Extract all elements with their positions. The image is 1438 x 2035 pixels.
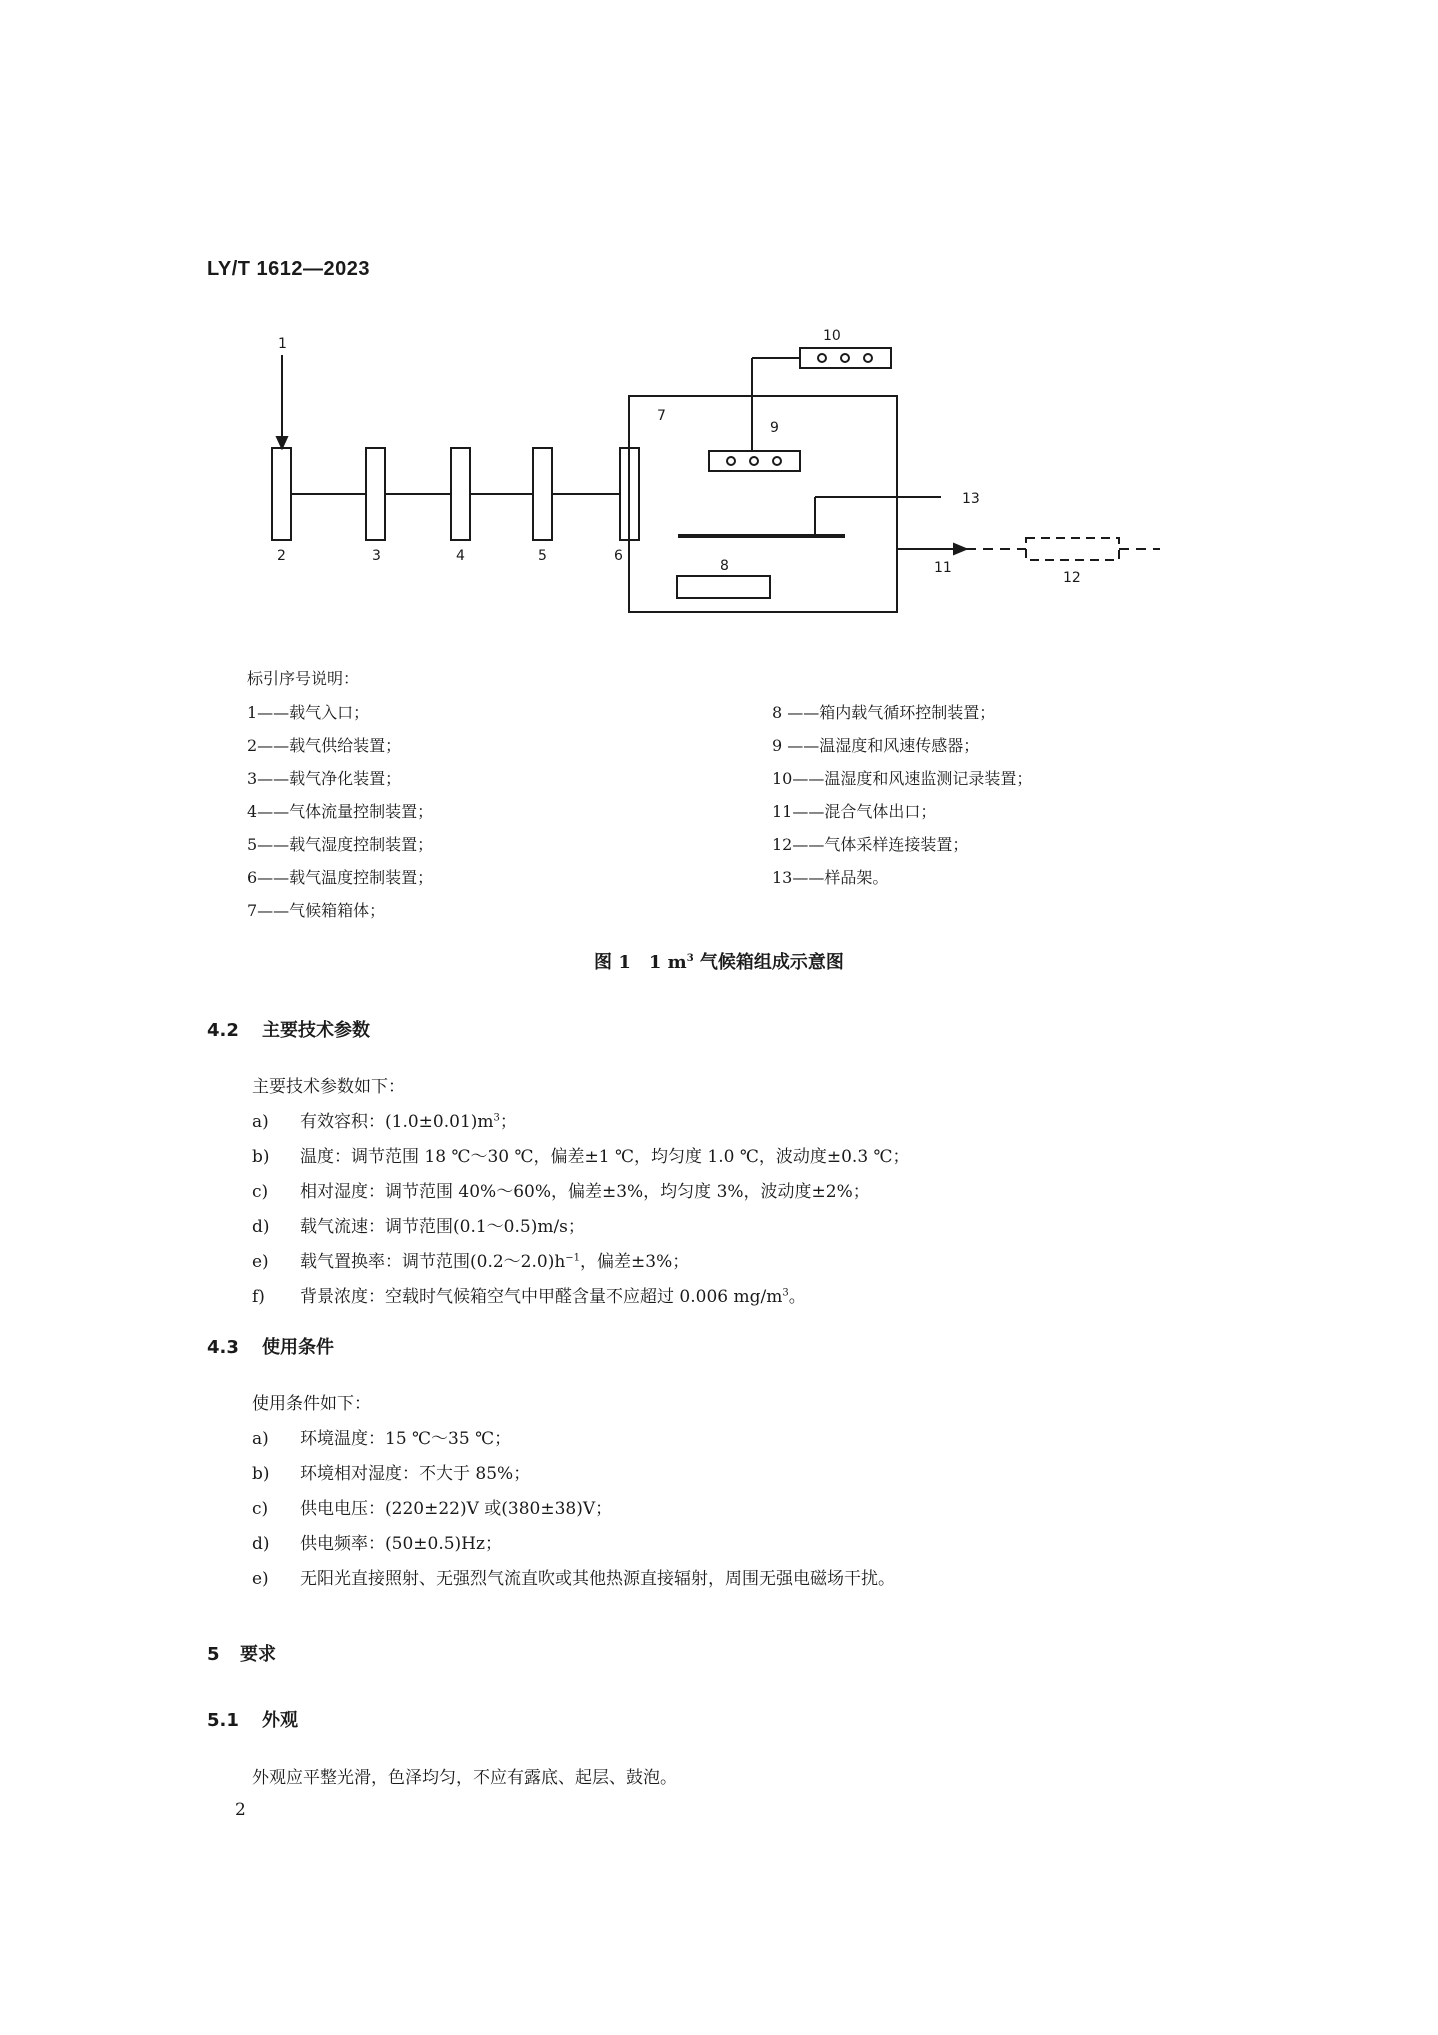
legend-item-13: 13——样品架。 xyxy=(772,868,889,887)
section-heading-4-3: 4.3 使用条件 xyxy=(207,1337,334,1358)
list-item: b) 环境相对湿度：不大于 85%； xyxy=(252,1464,531,1484)
callout-13: 13 xyxy=(962,491,980,507)
component-5 xyxy=(533,448,552,540)
legend-title: 标引序号说明： xyxy=(247,669,360,688)
standard-code: LY/T 1612—2023 xyxy=(207,258,371,280)
section-4-2-intro: 主要技术参数如下： xyxy=(252,1077,405,1097)
list-item: a) 有效容积：$(1.0\pm 0.01)m^3$； xyxy=(252,1112,517,1132)
list-item: b) 温度：调节范围 18 ℃～30 ℃，偏差±1 ℃，均匀度 1.0 ℃，波动度±0.3 ℃； xyxy=(252,1147,910,1167)
list-item: d) 供电频率：(50±0.5)Hz； xyxy=(252,1534,502,1554)
legend-item-3: 3——载气净化装置； xyxy=(247,769,402,788)
figure-caption: 图 1 1 $m^3$ 气候箱组成示意图 xyxy=(594,952,844,973)
chamber-body xyxy=(629,396,897,612)
list-item: c) 相对湿度：调节范围 40%～60%，偏差±3%，均匀度 3%，波动度±2%； xyxy=(252,1182,870,1202)
callout-3: 3 xyxy=(372,548,381,564)
section-heading-5: 5 要求 xyxy=(207,1644,276,1665)
callout-5: 5 xyxy=(538,548,547,564)
section-4-3-intro: 使用条件如下： xyxy=(252,1394,371,1414)
legend-item-2: 2——载气供给装置； xyxy=(247,736,402,755)
callout-7: 7 xyxy=(657,408,666,424)
legend-item-1: 1——载气入口； xyxy=(247,703,370,722)
legend-item-6: 6——载气温度控制装置； xyxy=(247,868,434,887)
legend-item-4: 4——气体流量控制装置； xyxy=(247,802,434,821)
list-item: a) 环境温度：15 ℃～35 ℃； xyxy=(252,1429,512,1449)
legend-item-12: 12——气体采样连接装置； xyxy=(772,835,969,854)
legend-item-8: 8 ——箱内载气循环控制装置； xyxy=(772,703,996,722)
callout-9: 9 xyxy=(770,420,779,436)
legend-item-5: 5——载气湿度控制装置； xyxy=(247,835,434,854)
component-2 xyxy=(272,448,291,540)
monitor-recorder xyxy=(800,348,891,368)
legend-item-7: 7——气候箱箱体； xyxy=(247,901,386,920)
list-item: e) 载气置换率：调节范围$(0.2\sim 2.0)h^{-1}$，偏差±3%； xyxy=(252,1252,690,1272)
callout-10: 10 xyxy=(823,328,841,344)
section-5-1-text: 外观应平整光滑，色泽均匀，不应有露底、起层、鼓泡。 xyxy=(252,1768,677,1788)
page-number: 2 xyxy=(235,1800,246,1820)
inlet-arrowhead xyxy=(277,437,287,448)
callout-6: 6 xyxy=(614,548,623,564)
list-item: e) 无阳光直接照射、无强烈气流直吹或其他热源直接辐射，周围无强电磁场干扰。 xyxy=(252,1569,895,1589)
sensor-unit xyxy=(709,451,800,471)
component-3 xyxy=(366,448,385,540)
legend-item-10: 10——温湿度和风速监测记录装置； xyxy=(772,769,1033,788)
callout-11: 11 xyxy=(934,560,952,576)
sampling-connector xyxy=(1026,538,1119,560)
list-item: c) 供电电压：(220±22)V 或(380±38)V； xyxy=(252,1499,613,1519)
callout-4: 4 xyxy=(456,548,465,564)
legend-item-11: 11——混合气体出口； xyxy=(772,802,937,821)
section-heading-5-1: 5.1 外观 xyxy=(207,1710,298,1731)
circulation-control xyxy=(677,576,770,598)
list-item: f) 背景浓度：空载时气候箱空气中甲醛含量不应超过 0.006 $mg/m^3$。 xyxy=(252,1287,806,1307)
component-4 xyxy=(451,448,470,540)
section-heading-4-2: 4.2 主要技术参数 xyxy=(207,1020,370,1041)
callout-12: 12 xyxy=(1063,570,1081,586)
callout-2: 2 xyxy=(277,548,286,564)
legend-item-9: 9 ——温湿度和风速传感器； xyxy=(772,736,980,755)
climate-chamber-diagram xyxy=(0,0,1438,660)
callout-1: 1 xyxy=(278,336,287,352)
callout-8: 8 xyxy=(720,558,729,574)
list-item: d) 载气流速：调节范围(0.1～0.5)m/s； xyxy=(252,1217,585,1237)
